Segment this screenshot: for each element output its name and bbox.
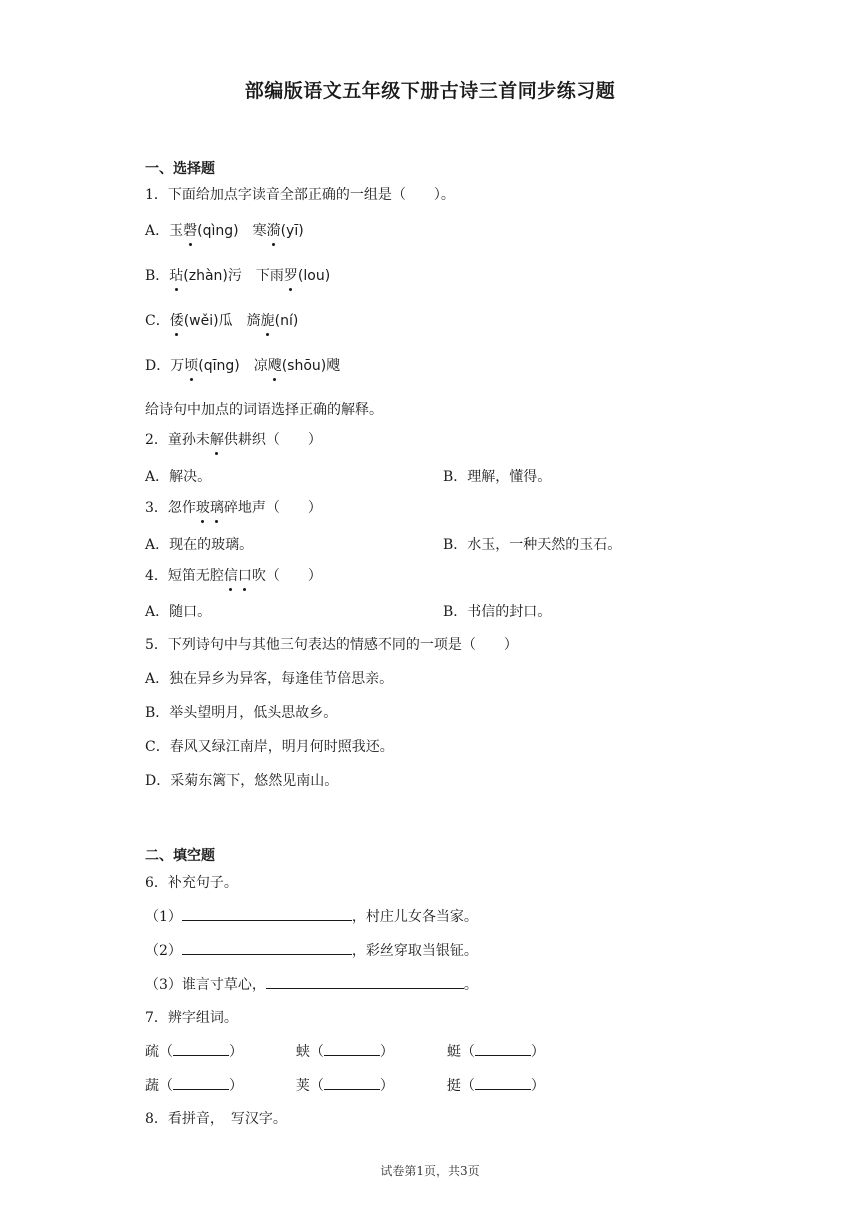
question-1-option-c: C．倭(wěi)瓜 旖旎(ní) <box>145 313 299 329</box>
answer-blank[interactable] <box>173 1041 229 1056</box>
question-1-option-b: B．玷(zhàn)污 下雨罗(lou) <box>145 268 331 284</box>
document-title: 部编版语文五年级下册古诗三首同步练习题 <box>244 80 616 102</box>
dotted-char: 信 <box>223 568 238 584</box>
answer-blank[interactable] <box>266 974 464 989</box>
question-2-option-a: A．解决。 <box>145 469 212 485</box>
question-7-row-1: 疏（ ） 蛱（ ） 蜓（ ） <box>145 1041 545 1062</box>
question-1-stem: 1．下面给加点字读音全部正确的一组是（ ）。 <box>145 187 455 203</box>
dotted-char: 顷 <box>184 358 199 374</box>
answer-blank[interactable] <box>324 1041 380 1056</box>
question-5-option-a: A．独在异乡为异客，每逢佳节倍思亲。 <box>145 671 394 687</box>
answer-blank[interactable] <box>173 1075 229 1090</box>
dotted-char: 玷 <box>169 268 184 284</box>
question-7-stem: 7．辨字组词。 <box>145 1010 238 1026</box>
question-6-stem: 6．补充句子。 <box>145 875 238 891</box>
dotted-char: 倭 <box>169 313 184 329</box>
question-4-option-b: B．书信的封口。 <box>443 604 552 620</box>
answer-blank[interactable] <box>182 940 352 955</box>
question-5-option-d: D．采菊东篱下，悠然见南山。 <box>145 773 339 789</box>
question-7-row-2: 蔬（ ） 荚（ ） 挺（ ） <box>145 1075 545 1096</box>
section-heading-choice: 一、选择题 <box>145 161 215 177</box>
answer-blank[interactable] <box>324 1075 380 1090</box>
question-3-option-a: A．现在的玻璃。 <box>145 537 254 553</box>
question-6-line-3: （3）谁言寸草心， 。 <box>145 974 478 995</box>
question-6-line-1: （1） ，村庄儿女各当家。 <box>145 906 478 927</box>
answer-blank[interactable] <box>475 1041 531 1056</box>
question-1-option-d: D．万顷(qīng) 凉飕(shōu)飕 <box>145 358 341 374</box>
dotted-char: 璃 <box>209 500 224 516</box>
question-4-stem: 4．短笛无腔信口吹（ ） <box>145 568 322 584</box>
question-5-option-b: B．举头望明月，低头思故乡。 <box>145 705 338 721</box>
dotted-char: 漪 <box>266 223 281 239</box>
answer-blank[interactable] <box>182 906 352 921</box>
question-5-stem: 5．下列诗句中与其他三句表达的情感不同的一项是（ ） <box>145 637 518 653</box>
question-2-option-b: B．理解，懂得。 <box>443 469 552 485</box>
question-6-line-2: （2） ，彩丝穿取当银钲。 <box>145 940 478 961</box>
dotted-char: 飕 <box>267 358 282 374</box>
question-8-stem: 8．看拼音， 写汉字。 <box>145 1111 287 1127</box>
dotted-char: 口 <box>237 568 252 584</box>
dotted-char: 磬 <box>183 223 198 239</box>
question-5-option-c: C．春风又绿江南岸，明月何时照我还。 <box>145 739 394 755</box>
question-3-stem: 3．忽作玻璃碎地声（ ） <box>145 500 322 516</box>
page-footer: 试卷第1页，共3页 <box>380 1164 480 1178</box>
question-3-option-b: B．水玉，一种天然的玉石。 <box>443 537 622 553</box>
question-1-option-a: A．玉磬(qìng) 寒漪(yī) <box>145 223 304 239</box>
instruction-text: 给诗句中加点的词语选择正确的解释。 <box>145 402 383 418</box>
answer-blank[interactable] <box>475 1075 531 1090</box>
dotted-char: 旎 <box>260 313 275 329</box>
section-heading-fill: 二、填空题 <box>145 848 215 864</box>
dotted-char: 罗 <box>283 268 298 284</box>
question-4-option-a: A．随口。 <box>145 604 212 620</box>
dotted-char: 解 <box>209 432 224 448</box>
dotted-char: 玻 <box>195 500 210 516</box>
question-2-stem: 2．童孙未解供耕织（ ） <box>145 432 322 448</box>
